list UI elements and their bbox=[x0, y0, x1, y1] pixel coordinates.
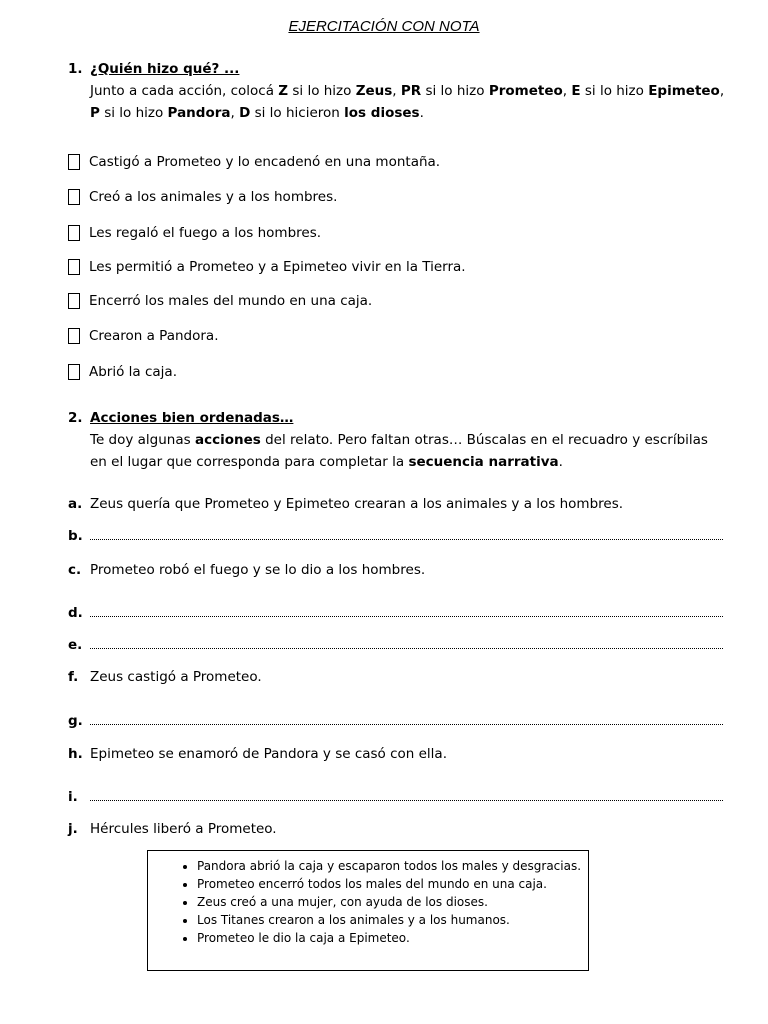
instr-code: P bbox=[90, 105, 100, 121]
instr-text: si lo hizo bbox=[288, 83, 356, 99]
action-text: Crearon a Pandora. bbox=[89, 328, 219, 344]
hint-item: • Zeus creó a una mujer, con ayuda de los dioses. bbox=[197, 893, 588, 911]
question-instructions bbox=[90, 429, 728, 473]
action-item bbox=[68, 362, 177, 382]
instr-text: , bbox=[392, 83, 401, 99]
instr-name: Pandora bbox=[167, 105, 231, 121]
instr-code: PR bbox=[400, 83, 422, 99]
instr-text: si lo hizo bbox=[99, 105, 168, 121]
question-2 bbox=[68, 407, 728, 473]
instr-text: si lo hizo bbox=[580, 83, 649, 99]
question-heading: Acciones bien ordenadas… bbox=[90, 410, 294, 426]
instr-text: . bbox=[558, 454, 563, 470]
instr-text: Junto a cada acción, colocá bbox=[90, 83, 279, 99]
action-item bbox=[68, 152, 440, 172]
action-item bbox=[68, 326, 219, 346]
question-number: 1. bbox=[68, 61, 83, 77]
hint-item: • Prometeo encerró todos los males del mundo en una caja. bbox=[197, 875, 588, 893]
answer-line[interactable] bbox=[90, 648, 723, 649]
instr-name: Epimeteo bbox=[648, 83, 720, 99]
hint-item: • Pandora abrió la caja y escaparon todos los males y desgracias. bbox=[197, 857, 588, 875]
action-text: Les regaló el fuego a los hombres. bbox=[89, 225, 322, 241]
sequence-step-h bbox=[68, 743, 723, 765]
action-text: Castigó a Prometeo y lo encadenó en una montaña. bbox=[89, 154, 441, 170]
action-item bbox=[68, 223, 321, 243]
action-item bbox=[68, 257, 466, 277]
instr-keyword: secuencia narrativa bbox=[408, 454, 559, 470]
answer-line[interactable] bbox=[90, 539, 723, 540]
step-letter: c. bbox=[68, 562, 82, 578]
sequence-step-e bbox=[68, 634, 723, 656]
question-number: 2. bbox=[68, 410, 83, 426]
step-letter: j. bbox=[68, 821, 78, 837]
instr-text: , bbox=[719, 83, 725, 99]
instr-name: los dioses bbox=[344, 105, 420, 121]
hint-list bbox=[148, 851, 588, 947]
page-title: EJERCITACIÓN CON NOTA bbox=[288, 18, 480, 35]
sequence-step-d bbox=[68, 602, 723, 624]
hint-item: • Los Titanes crearon a los animales y a los humanos. bbox=[197, 911, 588, 929]
instr-name: Prometeo bbox=[488, 83, 563, 99]
action-item bbox=[68, 291, 372, 311]
step-letter: f. bbox=[68, 669, 79, 685]
step-text: Epimeteo se enamoró de Pandora y se casó con ella. bbox=[90, 746, 447, 762]
sequence-step-a bbox=[68, 493, 723, 515]
sequence-step-i bbox=[68, 786, 723, 808]
action-text: Encerró los males del mundo en una caja. bbox=[89, 293, 373, 309]
step-letter: i. bbox=[68, 789, 78, 805]
instr-text: si lo hizo bbox=[421, 83, 489, 99]
instr-name: Zeus bbox=[355, 83, 393, 99]
action-text: Les permitió a Prometeo y a Epimeteo vivir en la Tierra. bbox=[89, 259, 466, 275]
instr-text: si lo hicieron bbox=[250, 105, 345, 121]
sequence-step-c bbox=[68, 559, 723, 581]
sequence-step-f bbox=[68, 666, 723, 688]
hint-box bbox=[147, 850, 589, 971]
step-text: Zeus quería que Prometeo y Epimeteo crearan a los animales y a los hombres. bbox=[90, 496, 624, 512]
question-heading: ¿Quién hizo qué? ... bbox=[90, 61, 240, 77]
instr-code: Z bbox=[278, 83, 289, 99]
instr-text: , bbox=[230, 105, 240, 121]
step-letter: e. bbox=[68, 637, 83, 653]
answer-line[interactable] bbox=[90, 724, 723, 725]
answer-checkbox[interactable] bbox=[68, 259, 80, 275]
instr-text: Te doy algunas bbox=[90, 432, 195, 448]
answer-checkbox[interactable] bbox=[68, 189, 80, 205]
step-text: Prometeo robó el fuego y se lo dio a los hombres. bbox=[90, 562, 426, 578]
answer-checkbox[interactable] bbox=[68, 364, 80, 380]
question-1 bbox=[68, 58, 728, 124]
step-letter: h. bbox=[68, 746, 83, 762]
step-text: Zeus castigó a Prometeo. bbox=[90, 669, 262, 685]
instr-keyword: acciones bbox=[194, 432, 261, 448]
instr-text: . bbox=[419, 105, 424, 121]
step-letter: g. bbox=[68, 713, 83, 729]
instr-code: E bbox=[571, 83, 581, 99]
step-letter: d. bbox=[68, 605, 83, 621]
sequence-step-g bbox=[68, 710, 723, 732]
action-text: Creó a los animales y a los hombres. bbox=[89, 189, 338, 205]
step-letter: a. bbox=[68, 496, 83, 512]
answer-checkbox[interactable] bbox=[68, 293, 80, 309]
sequence-step-j bbox=[68, 818, 723, 840]
answer-line[interactable] bbox=[90, 616, 723, 617]
instr-text: , bbox=[562, 83, 572, 99]
sequence-step-b bbox=[68, 525, 723, 547]
action-text: Abrió la caja. bbox=[89, 364, 177, 380]
answer-checkbox[interactable] bbox=[68, 154, 80, 170]
answer-checkbox[interactable] bbox=[68, 225, 80, 241]
step-text: Hércules liberó a Prometeo. bbox=[90, 821, 277, 837]
instr-code: D bbox=[239, 105, 251, 121]
action-item bbox=[68, 187, 337, 207]
hint-item: • Prometeo le dio la caja a Epimeteo. bbox=[197, 929, 588, 947]
step-letter: b. bbox=[68, 528, 83, 544]
question-instructions bbox=[90, 80, 728, 124]
answer-checkbox[interactable] bbox=[68, 328, 80, 344]
answer-line[interactable] bbox=[90, 800, 723, 801]
instr-text: del relato. Pero faltan otras… Búscalas en el recuadro y escríbilas en el lugar que corresponda para completar la bbox=[90, 432, 708, 470]
